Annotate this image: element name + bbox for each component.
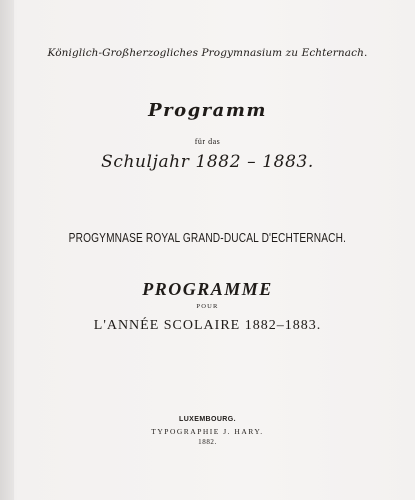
french-institution-name: PROGYMNASE ROYAL GRAND-DUCAL D'ECHTERNACH.: [68, 230, 347, 245]
imprint-city: LUXEMBOURG.: [179, 416, 236, 423]
german-fuer-das: für das: [194, 137, 221, 146]
german-title: Programm: [148, 100, 267, 121]
german-institution-name: Königlich-Großherzogliches Progymnasium zu Echternach.: [47, 47, 368, 59]
french-title: PROGRAMME: [142, 279, 273, 299]
french-school-year: L'ANNÉE SCOLAIRE 1882–1883.: [93, 318, 322, 333]
imprint-year: 1882.: [198, 438, 217, 446]
french-pour: POUR: [196, 303, 219, 310]
page-spine-shadow: [0, 0, 14, 500]
german-school-year: Schuljahr 1882 – 1883.: [101, 152, 314, 172]
imprint-printer: TYPOGRAPHIE J. HARY.: [151, 427, 264, 436]
